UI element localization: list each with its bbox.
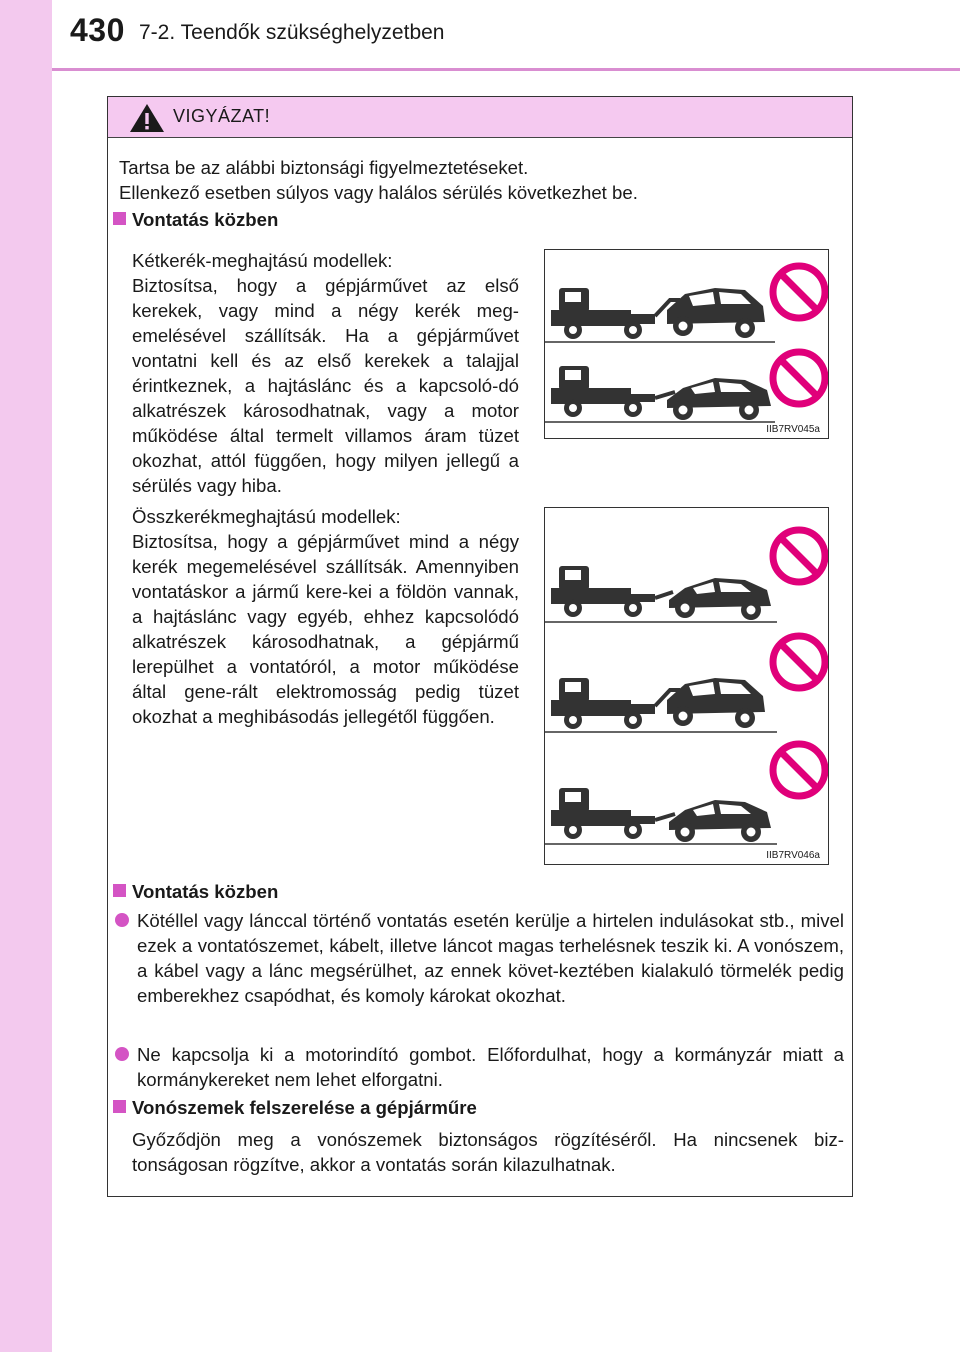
warning-label: VIGYÁZAT! [173,106,271,126]
warning-triangle-icon [128,102,166,134]
prohibition-icon-1 [773,266,825,318]
square-bullet-icon [113,1100,126,1113]
page-number: 430 [70,12,125,48]
prohibition-icon-3 [773,530,825,582]
section-heading [113,881,278,903]
prohibition-icon-5 [773,744,825,796]
round-bullet-icon [115,1047,129,1061]
two-wheel-drive-text: Kétkerék-meghajtású modellek: Biztosítsa, hogy a gépjárművet az első kerekek, vagy mind a négy kerék meg-emelésével szállítsák. Ha a gépjárművet vontatni kell és az első kerekek a talajjal érintkeznek, a hajtáslánc és a kapcsoló-dó alkatrészek károsodhatnak, vagy a motor működése által termelt villamos áram tüzet okozhat, attól függően, hogy milyen jellegű a sérülés vagy hiba. [132,250,519,496]
section-heading-text: Vontatás közben [132,209,279,230]
square-bullet-icon [113,884,126,897]
prohibition-icon-2 [773,352,825,404]
prohibition-icon-4 [773,636,825,688]
warning-box [107,96,853,1197]
all-wheel-drive-text: Összkerékmeghajtású modellek: Biztosítsa, hogy a gépjárművet mind a négy kerék megemelésével szállítsák. Amennyiben vontatáskor a jármű kere-kei a földön vannak, a hajtáslánc vagy egyéb, ehhez kapcsolódó alkatrészek károsodhatnak, a gépjármű lerepülhet a vontatóról, a motor működése által gene-rált elektromosság pedig tüzet okozhat a meghibásodás jellegétől függően. [132,506,519,727]
section-heading [113,1097,477,1119]
section-heading-text: Vontatás közben [132,881,279,902]
figure-two-wheel-towing [544,249,829,439]
figure-code: IIB7RV045a [766,424,820,435]
warning-header [108,97,852,138]
square-bullet-icon [113,212,126,225]
towing-illustration-2 [545,508,828,864]
side-tab [0,0,52,1352]
round-bullet-icon [115,913,129,927]
bullet-text: Ne kapcsolja ki a motorindító gombot. Előfordulhat, hogy a kormányzár miatt a kormánykereket nem lehet elforgatni. [137,1044,844,1090]
bullet-item [137,1042,844,1092]
towing-illustration-1 [545,250,828,438]
section-heading-text: Vonószemek felszerelése a gépjárműre [132,1097,477,1118]
bullet-text: Kötéllel vagy lánccal történő vontatás esetén kerülje a hirtelen indulásokat stb., mivel ezek a vontatószemet, kábelt, illetve láncot magas terhelésnek teszik ki. A vonószem, a kábel vagy a lánc megsérülhet, az ennek követ-keztében kialakuló törmelék pedig emberekhez csapódhat, és komoly károkat okozhat. [137,910,844,1006]
figure-all-wheel-towing [544,507,829,865]
section-heading [113,209,278,231]
section-title: 7-2. Teendők szükséghelyzetben [139,21,445,44]
bullet-item [137,908,844,1008]
tow-eye-text: Győződjön meg a vonószemek biztonságos rögzítéséről. Ha nincsenek biz-tonságosan rögzítve, akkor a vontatás során kilazulhatnak. [132,1129,844,1175]
header-divider [52,68,960,71]
figure-code: IIB7RV046a [766,850,820,861]
warning-intro: Tartsa be az alábbi biztonsági figyelmeztetéseket. Ellenkező esetben súlyos vagy halálos sérülés következhet be. [119,157,638,203]
